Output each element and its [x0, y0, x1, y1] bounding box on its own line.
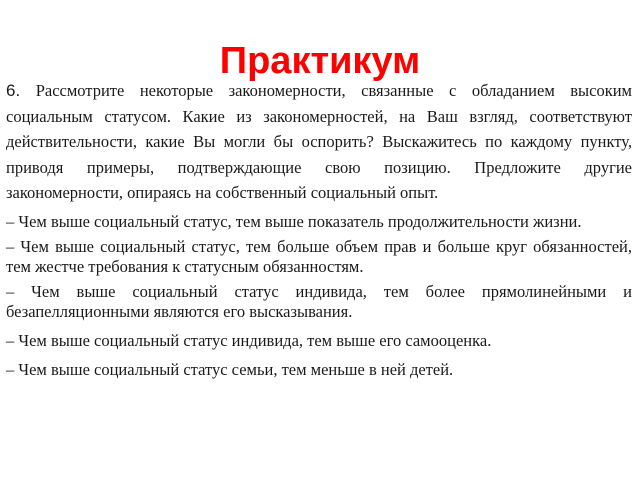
list-item: – Чем выше социальный статус индивида, тем более прямолинейными и безапелляционными являются его высказывания.: [6, 281, 632, 321]
slide-title: Практикум: [219, 40, 421, 82]
task-paragraph: [6, 78, 632, 206]
slide-content: [6, 78, 632, 380]
task-text: Рассмотрите некоторые закономерности, связанные с обладанием высоким социальным статусом. Какие из закономерностей, на Ваш взгляд, соответствуют действительности, какие Вы могли бы оспорить? Выскажитесь по каждому пункту, приводя примеры, подтверждающие свою позицию. Предложите другие закономерности, опираясь на собственный социальный опыт.: [6, 81, 632, 203]
list-item: – Чем выше социальный статус индивида, тем выше его самооценка.: [6, 330, 492, 350]
list-item: – Чем выше социальный статус, тем больше объем прав и больше круг обязанностей, тем жестче требования к статусным обязанностям.: [6, 236, 632, 276]
task-number: 6.: [6, 81, 21, 100]
list-item: – Чем выше социальный статус, тем выше показатель продолжительности жизни.: [6, 211, 582, 231]
statements-list: [6, 212, 632, 380]
list-item: – Чем выше социальный статус семьи, тем меньше в ней детей.: [6, 359, 454, 379]
